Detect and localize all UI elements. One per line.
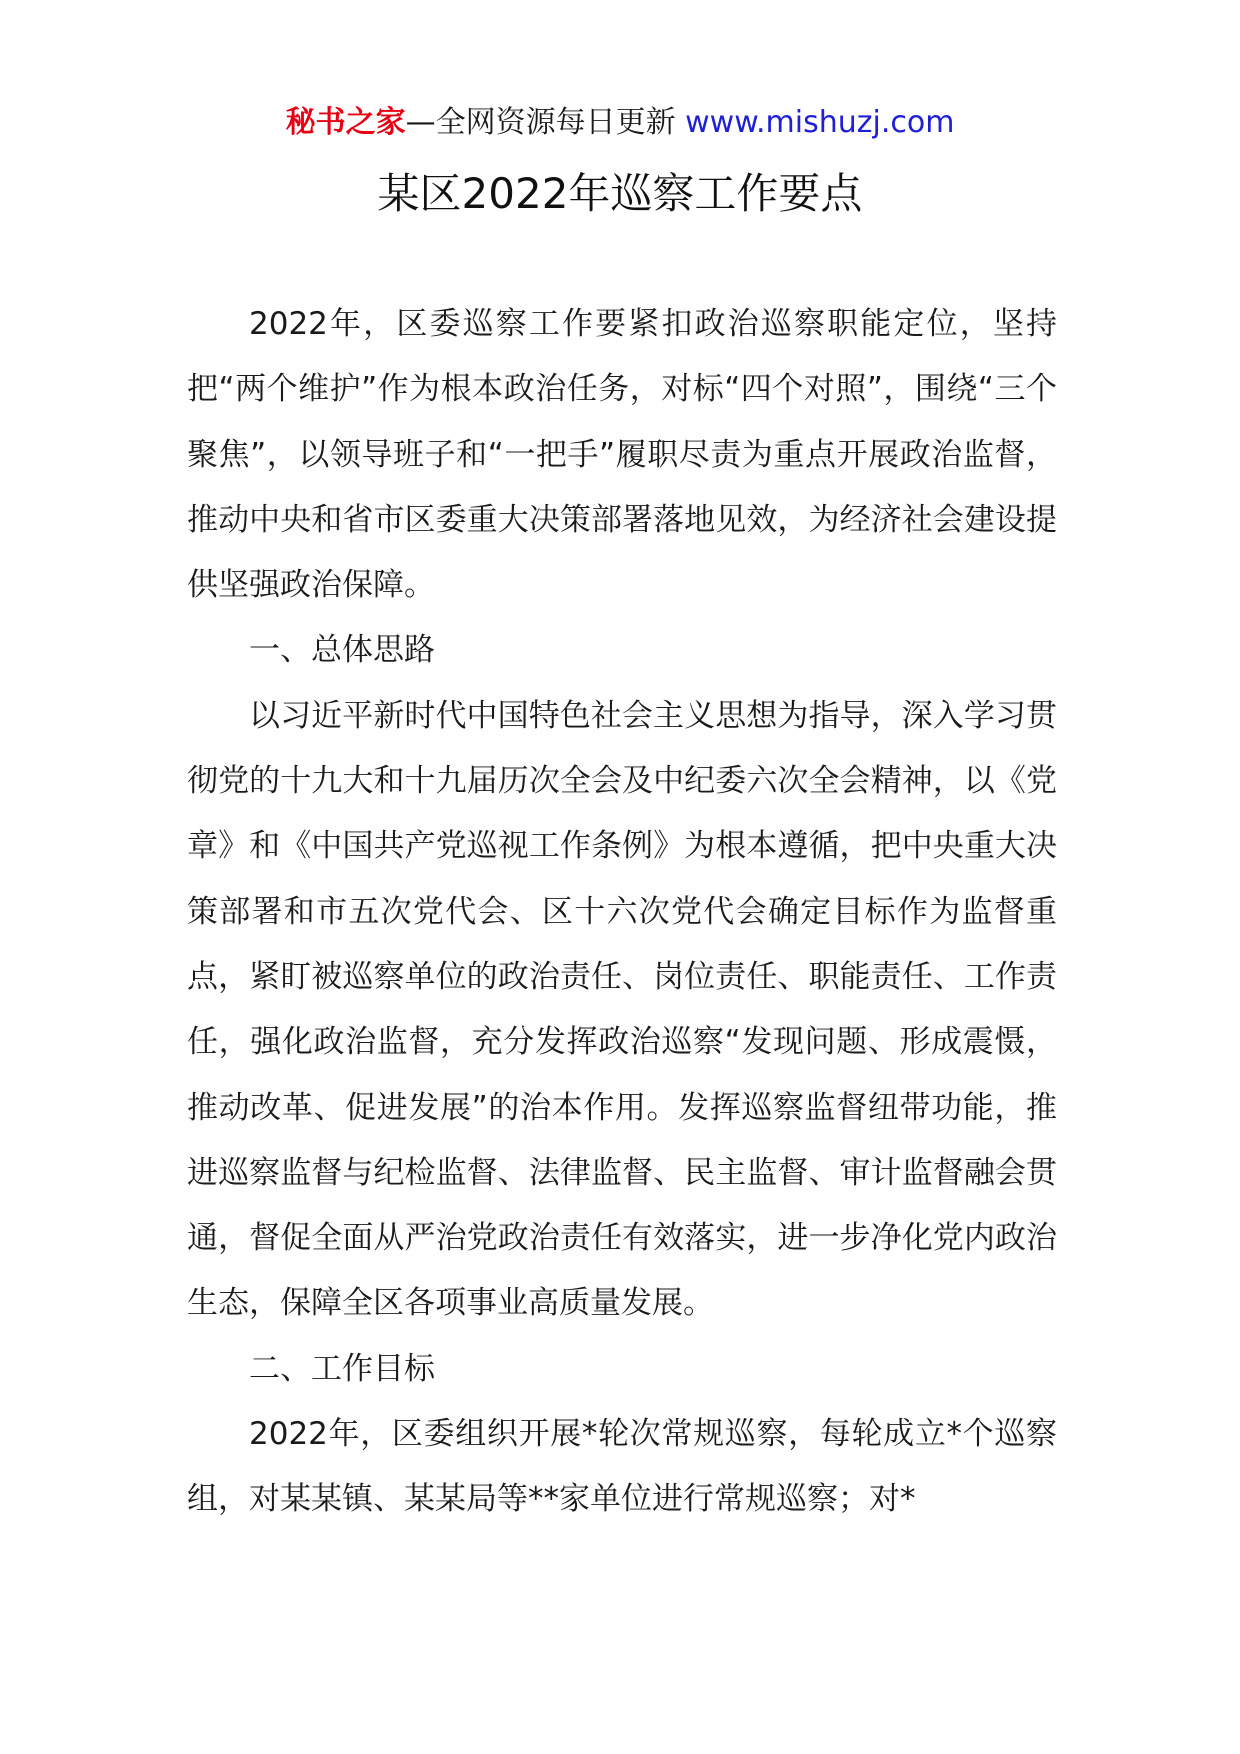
site-header	[0, 100, 1240, 146]
intro-paragraph: 2022年，区委巡察工作要紧扣政治巡察职能定位，坚持把“两个维护”作为根本政治任务，对标“四个对照”，围绕“三个聚焦”，以领导班子和“一把手”履职尽责为重点开展政治监督，推动中央和省市区委重大决策部署落地见效，为经济社会建设提供坚强政治保障。	[187, 306, 1057, 604]
section-heading-1: 一、总体思路	[249, 632, 435, 669]
site-brand: 秘书之家	[285, 105, 406, 140]
site-slogan: —全网资源每日更新	[405, 105, 676, 140]
section-2-paragraph: 2022年，区委组织开展*轮次常规巡察，每轮成立*个巡察组，对某某镇、某某局等**家单位进行常规巡察；对*	[187, 1416, 1057, 1518]
document-title: 某区2022年巡察工作要点	[377, 169, 863, 218]
document-body	[187, 292, 1057, 1533]
section-heading-2: 二、工作目标	[249, 1350, 435, 1387]
section-1-paragraph: 以习近平新时代中国特色社会主义思想为指导，深入学习贯彻党的十九大和十九届历次全会及中纪委六次全会精神，以《党章》和《中国共产党巡视工作条例》为根本遵循，把中央重大决策部署和市五次党代会、区十六次党代会确定目标作为监督重点，紧盯被巡察单位的政治责任、岗位责任、职能责任、工作责任，强化政治监督，充分发挥政治巡察“发现问题、形成震慑，推动改革、促进发展”的治本作用。发挥巡察监督纽带功能，推进巡察监督与纪检监督、法律监督、民主监督、审计监督融会贯通，督促全面从严治党政治责任有效落实，进一步净化党内政治生态，保障全区各项事业高质量发展。	[187, 697, 1057, 1322]
site-url-link[interactable]: www.mishuzj.com	[685, 105, 955, 140]
